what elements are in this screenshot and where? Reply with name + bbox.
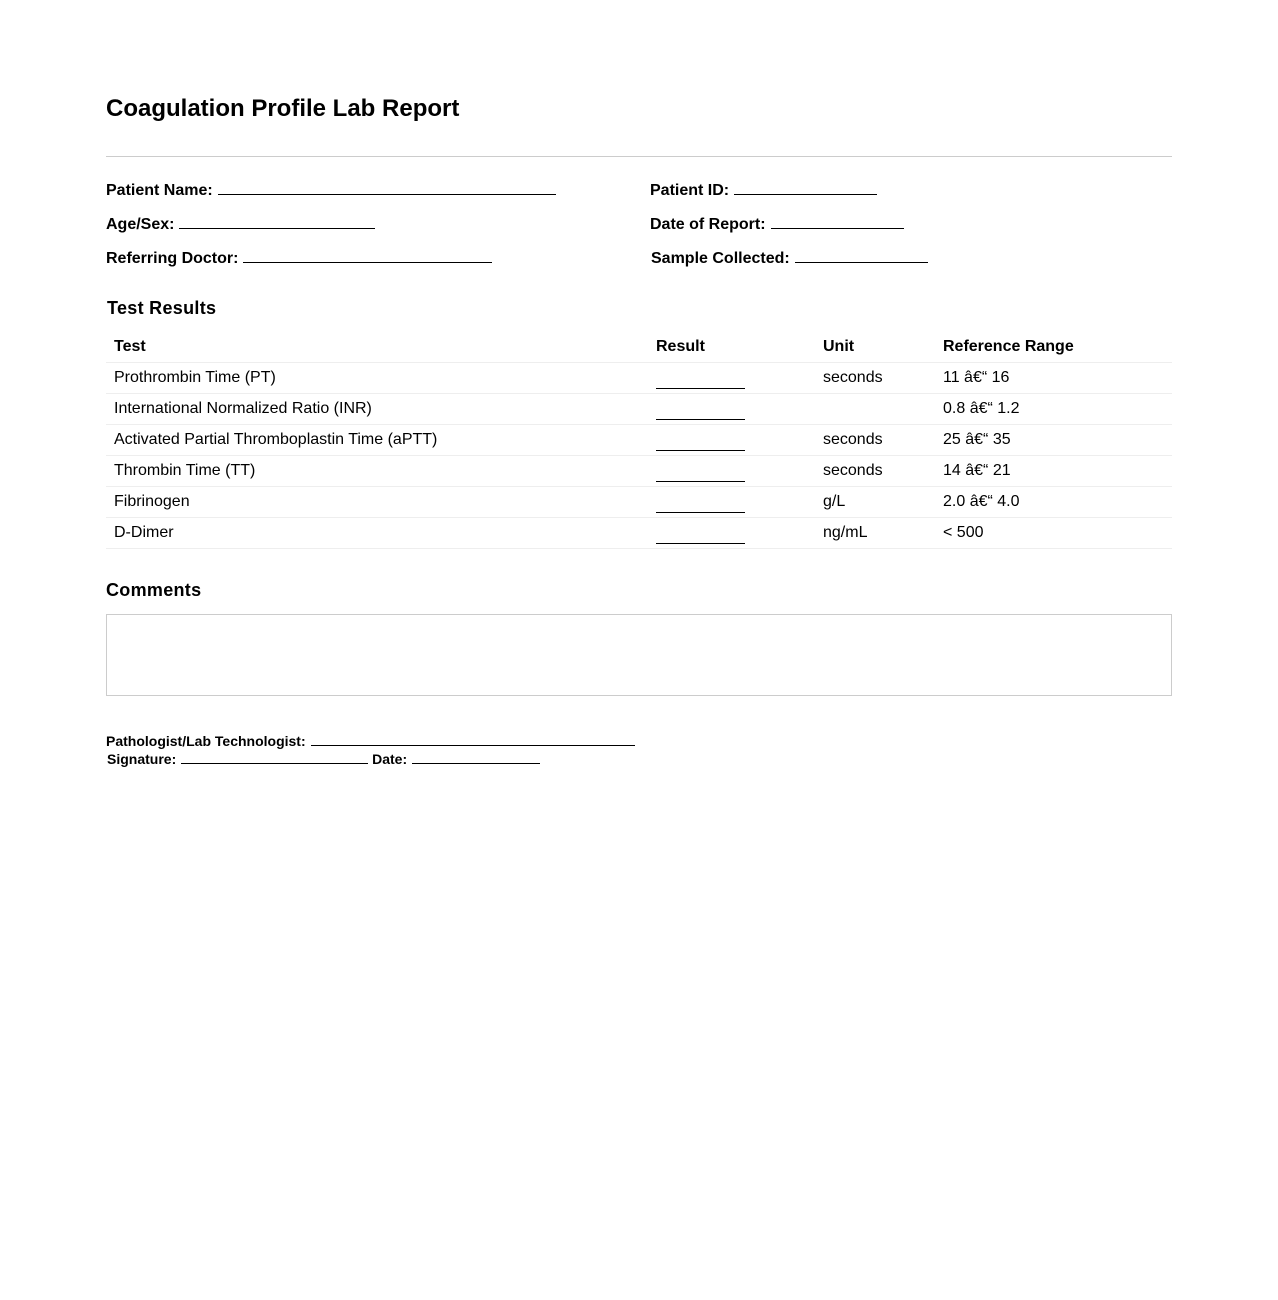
- result-cell[interactable]: [648, 394, 815, 425]
- age-sex-label: Age/Sex:: [106, 216, 175, 233]
- referring-doctor-label: Referring Doctor:: [106, 250, 239, 267]
- test-name: Fibrinogen: [106, 487, 648, 518]
- header-divider: [106, 156, 1172, 157]
- comments-heading: Comments: [106, 580, 202, 600]
- result-input[interactable]: [656, 465, 745, 482]
- date-of-report-input[interactable]: [771, 214, 904, 229]
- result-input[interactable]: [656, 403, 745, 420]
- sample-collected-label: Sample Collected:: [651, 250, 790, 267]
- test-name: International Normalized Ratio (INR): [106, 394, 648, 425]
- table-row: [106, 456, 1172, 487]
- table-row: [106, 487, 1172, 518]
- table-row: [106, 425, 1172, 456]
- test-name: Prothrombin Time (PT): [106, 363, 648, 394]
- sample-collected-field[interactable]: [651, 248, 928, 268]
- result-cell[interactable]: [648, 518, 815, 549]
- signature-date-row: [107, 751, 540, 767]
- result-input[interactable]: [656, 527, 745, 544]
- patient-name-label: Patient Name:: [106, 182, 213, 199]
- column-header-reference-range: Reference Range: [935, 331, 1172, 363]
- age-sex-field[interactable]: [106, 214, 375, 234]
- referring-doctor-field[interactable]: [106, 248, 492, 268]
- table-row: [106, 363, 1172, 394]
- referring-doctor-input[interactable]: [243, 248, 492, 263]
- unit-cell: seconds: [815, 363, 935, 394]
- table-header-row: [106, 331, 1172, 363]
- date-of-report-field[interactable]: [650, 214, 904, 234]
- pathologist-label: Pathologist/Lab Technologist:: [106, 733, 306, 749]
- reference-range-cell: 2.0 â€“ 4.0: [935, 487, 1172, 518]
- test-name: Thrombin Time (TT): [106, 456, 648, 487]
- patient-id-input[interactable]: [734, 180, 877, 195]
- test-name: D-Dimer: [106, 518, 648, 549]
- patient-id-field[interactable]: [650, 180, 877, 200]
- pathologist-field[interactable]: [106, 733, 635, 749]
- result-input[interactable]: [656, 496, 745, 513]
- age-sex-input[interactable]: [179, 214, 375, 229]
- column-header-unit: Unit: [815, 331, 935, 363]
- table-row: [106, 518, 1172, 549]
- column-header-test: Test: [106, 331, 648, 363]
- unit-cell: seconds: [815, 456, 935, 487]
- patient-name-field[interactable]: [106, 180, 556, 200]
- signature-input[interactable]: [181, 751, 368, 764]
- column-header-result: Result: [648, 331, 815, 363]
- result-input[interactable]: [656, 434, 745, 451]
- result-cell[interactable]: [648, 363, 815, 394]
- test-results-table: [106, 331, 1172, 549]
- date-of-report-label: Date of Report:: [650, 216, 766, 233]
- comments-textarea[interactable]: [106, 614, 1172, 696]
- unit-cell: ng/mL: [815, 518, 935, 549]
- patient-id-label: Patient ID:: [650, 182, 730, 199]
- reference-range-cell: 0.8 â€“ 1.2: [935, 394, 1172, 425]
- patient-name-input[interactable]: [218, 180, 556, 195]
- result-input[interactable]: [656, 372, 745, 389]
- result-cell[interactable]: [648, 487, 815, 518]
- result-cell[interactable]: [648, 456, 815, 487]
- unit-cell: [815, 394, 935, 425]
- reference-range-cell: 25 â€“ 35: [935, 425, 1172, 456]
- sample-collected-input[interactable]: [795, 248, 928, 263]
- result-cell[interactable]: [648, 425, 815, 456]
- test-name: Activated Partial Thromboplastin Time (aPTT): [106, 425, 648, 456]
- pathologist-input[interactable]: [311, 733, 635, 746]
- reference-range-cell: < 500: [935, 518, 1172, 549]
- reference-range-cell: 11 â€“ 16: [935, 363, 1172, 394]
- table-row: [106, 394, 1172, 425]
- date-label: Date:: [372, 751, 408, 767]
- unit-cell: g/L: [815, 487, 935, 518]
- reference-range-cell: 14 â€“ 21: [935, 456, 1172, 487]
- test-results-heading: Test Results: [107, 298, 217, 318]
- signoff-date-input[interactable]: [412, 751, 540, 764]
- signature-label: Signature:: [107, 751, 177, 767]
- report-title: Coagulation Profile Lab Report: [106, 95, 460, 122]
- unit-cell: seconds: [815, 425, 935, 456]
